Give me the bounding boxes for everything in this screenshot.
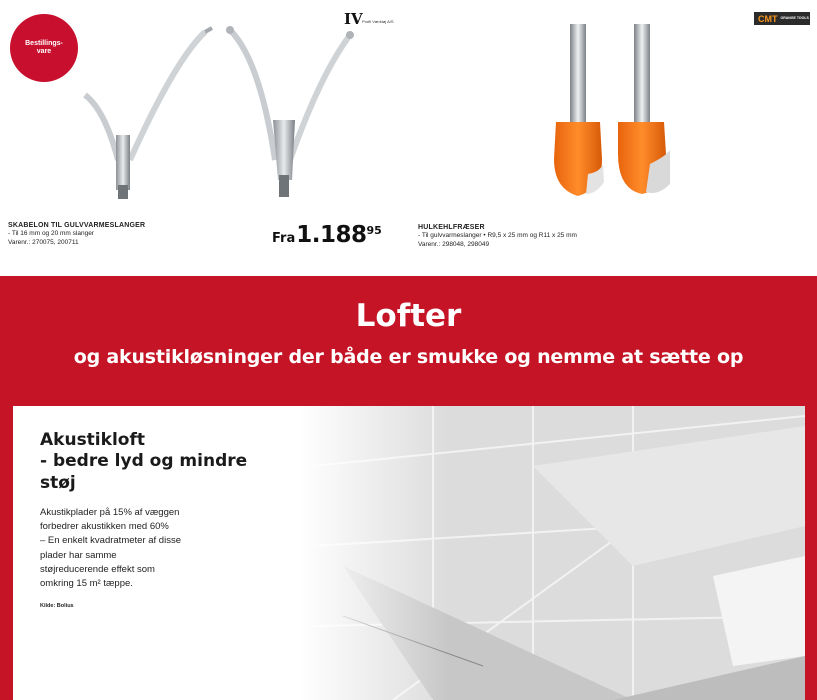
panel-body-line: forbedrer akustikken med 60% <box>40 521 169 532</box>
left-product-desc: - Til 16 mm og 20 mm slanger <box>8 230 94 238</box>
price-cents: 95 <box>366 224 382 237</box>
right-product-text <box>418 223 678 250</box>
section-title: Lofter <box>355 298 462 334</box>
order-item-badge <box>10 14 78 82</box>
price-tag <box>272 222 382 248</box>
acoustic-ceiling-panel <box>13 406 805 700</box>
badge-label: Bestillings- vare <box>25 39 63 55</box>
panel-source: Kilde: Bolius <box>40 603 74 610</box>
panel-heading-line2: - bedre lyd og mindre støj <box>40 451 248 493</box>
ceilings-section <box>0 276 817 700</box>
product-area <box>0 0 817 268</box>
panel-body-line: – En enkelt kvadratmeter af disse <box>40 535 181 547</box>
cmt-brand-logo <box>754 12 810 25</box>
pipe-template-image <box>80 20 370 210</box>
left-product-text <box>8 221 228 248</box>
panel-body-line: omkring 15 m² tæppe. <box>40 578 133 589</box>
left-product-title: SKABELON TIL GULVVARMESLANGER <box>8 222 146 229</box>
right-product-desc: - Til gulvvarmeslanger • R9,5 x 25 mm og R11 x 25 mm <box>418 232 577 240</box>
router-bits-image <box>548 24 678 209</box>
price-main: 1.188 <box>296 222 367 248</box>
right-product-title: HULKEHLFRÆSER <box>418 224 485 231</box>
price-from: Fra <box>272 231 296 246</box>
cmt-brand-subtitle: ORANGE TOOLS <box>780 15 809 20</box>
panel-body-line: støjreducerende effekt som <box>40 563 155 575</box>
left-product-sku: Varenr.: 270075, 200711 <box>8 239 79 247</box>
cmt-brand-name: CMT <box>758 13 778 24</box>
panel-heading-line1: Akustikloft <box>40 430 145 450</box>
iv-brand-logo: IV <box>344 10 363 28</box>
panel-text-block <box>40 430 270 609</box>
panel-body-text <box>40 506 270 592</box>
section-subtitle: og akustikløsninger der både er smukke og nemme at sætte op <box>73 346 744 368</box>
right-product-sku: Varenr.: 298048, 298049 <box>418 241 490 249</box>
iv-brand-subtitle: Profil Værktøj A/S <box>362 19 394 24</box>
panel-body-line: Akustikplader på 15% af væggen <box>40 506 180 518</box>
panel-body-line: plader har samme <box>40 549 117 561</box>
